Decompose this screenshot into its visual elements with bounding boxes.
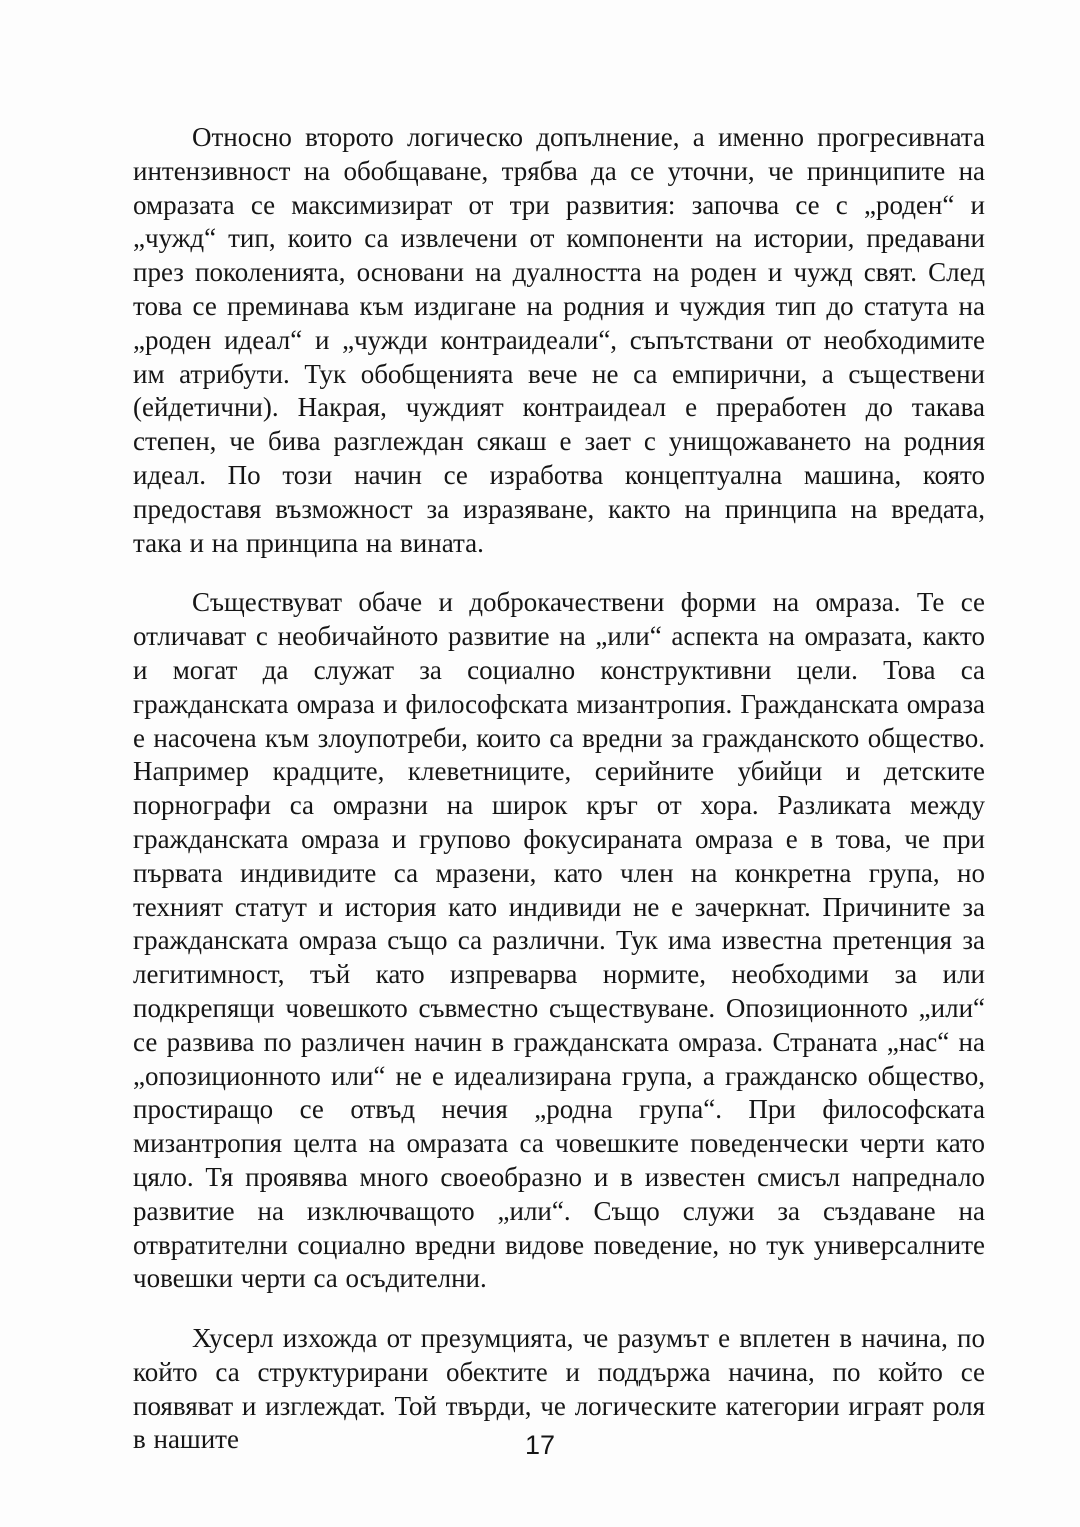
page-body-text — [133, 121, 985, 1457]
paragraph-2: Съществуват обаче и доброкачествени форми на омраза. Те се отличават с необичайното развитие на „или“ аспекта на омразата, както и могат да служат за социално конструктивни цели. Това са гражданската омраза и философската мизантропия. Гражданската омраза е насочена към злоупотреби, които са вредни за гражданското общество. Например крадците, клеветниците, серийните убийци и детските порнографи са омразни на широк кръг от хора. Разликата между гражданската омраза и групово фокусираната омраза е в това, че при първата индивидите са мразени, като член на конкретна група, но техният статут и история като индивиди не е зачеркнат. Причините за гражданската омраза също са различни. Тук има известна претенция за легитимност, тъй като изпреварва нормите, необходими за или подкрепящи човешкото съвместно съществуване. Опозиционното „или“ се развива по различен начин в гражданската омраза. Страната „нас“ на „опозиционното или“ не е идеализирана група, а гражданско общество, простиращо се отвъд нечия „родна група“. При философската мизантропия целта на омразата са човешките поведенчески черти като цяло. Тя проявява много своеобразно и в известен смисъл напреднало развитие на изключващото „или“. Също служи за създаване на отвратителни социално вредни видове поведение, но тук универсалните човешки черти са осъдителни. — [133, 587, 985, 1294]
paragraph-3: Хусерл изхожда от презумцията, че разумът е вплетен в начина, по който са структурирани обектите и поддържа начина, по който се появяват и изглеждат. Той твърди, че логическите категории играят роля в нашите — [133, 1323, 985, 1455]
paragraph-1: Относно второто логическо допълнение, а именно прогресивната интензивност на обобщаване, трябва да се уточни, че принципите на омразата се максимизират от три развития: започва се с „роден“ и „чужд“ тип, които са извлечени от компоненти на истории, предавани през поколенията, основани на дуалността на роден и чужд свят. След това се преминава към издигане на родния и чуждия тип до статута на „роден идеал“ и „чужди контраидеали“, съпътствани от необходимите им атрибути. Тук обобщенията вече не са емпирични, а съществени (ейдетични). Накрая, чуждият контраидеал е преработен до такава степен, че бива разглеждан сякаш е зает с унищожаването на родния идеал. По този начин се изработва концептуална машина, която предоставя възможност за изразяване, както на принципа на вредата, така и на принципа на вината. — [133, 122, 985, 558]
page-number: 17 — [524, 1430, 556, 1460]
